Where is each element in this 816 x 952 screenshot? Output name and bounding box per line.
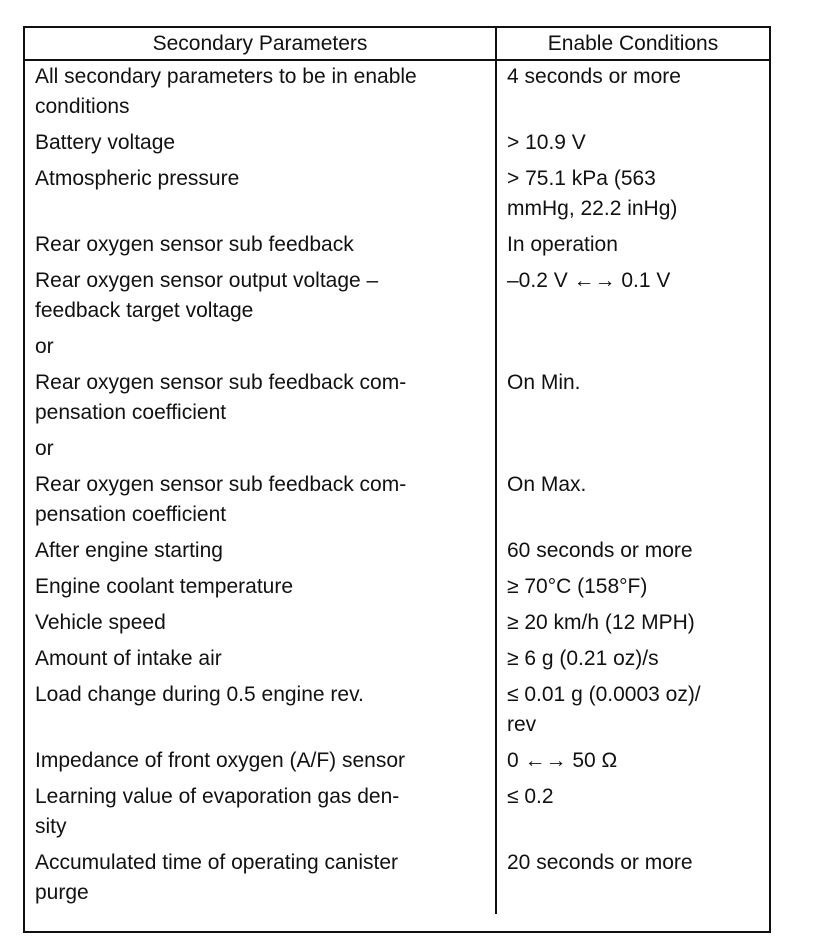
- condition-cell: ≤ 0.01 g (0.0003 oz)/ rev: [507, 683, 701, 736]
- param-cell: Rear oxygen sensor sub feedback com- pensation coefficient: [25, 470, 496, 536]
- header-secondary-parameters: Secondary Parameters: [25, 28, 496, 60]
- param-cell: Accumulated time of operating canister purge: [25, 848, 496, 914]
- header-enable-conditions: Enable Conditions: [496, 28, 769, 60]
- table-row: [25, 470, 769, 536]
- enable-conditions-table: [25, 28, 769, 914]
- table-row: [25, 434, 769, 470]
- table-row: [25, 848, 769, 914]
- table-row: [25, 644, 769, 680]
- condition-cell: On Min.: [507, 371, 581, 394]
- param-cell: Vehicle speed: [25, 608, 496, 644]
- condition-cell: ≥ 20 km/h (12 MPH): [507, 611, 695, 634]
- condition-cell: [496, 332, 769, 368]
- condition-cell: > 75.1 kPa (563 mmHg, 22.2 inHg): [507, 167, 678, 220]
- condition-cell: > 10.9 V: [507, 131, 586, 154]
- param-cell: Amount of intake air: [25, 644, 496, 680]
- table-row: [25, 746, 769, 782]
- condition-cell: 0 ←→ 50 Ω: [507, 749, 618, 772]
- param-cell: Rear oxygen sensor sub feedback: [25, 230, 496, 266]
- enable-conditions-table-frame: [23, 26, 771, 933]
- table-row: [25, 572, 769, 608]
- table-header-row: [25, 28, 769, 60]
- condition-cell: [496, 434, 769, 470]
- param-cell: Engine coolant temperature: [25, 572, 496, 608]
- table-row: [25, 782, 769, 848]
- table-row: [25, 368, 769, 434]
- param-cell: After engine starting: [25, 536, 496, 572]
- condition-cell: ≥ 70°C (158°F): [507, 575, 648, 598]
- table-row: [25, 164, 769, 230]
- param-cell: or: [25, 434, 496, 470]
- param-cell: Rear oxygen sensor output voltage – feedback target voltage: [25, 266, 496, 332]
- condition-cell: 60 seconds or more: [507, 539, 693, 562]
- condition-cell: On Max.: [507, 473, 587, 496]
- condition-cell: In operation: [507, 233, 618, 256]
- param-cell: All secondary parameters to be in enable conditions: [25, 60, 496, 128]
- param-cell: Load change during 0.5 engine rev.: [25, 680, 496, 746]
- param-cell: Rear oxygen sensor sub feedback com- pensation coefficient: [25, 368, 496, 434]
- condition-cell: 4 seconds or more: [507, 65, 681, 88]
- table-row: [25, 266, 769, 332]
- condition-cell: ≥ 6 g (0.21 oz)/s: [507, 647, 659, 670]
- table-row: [25, 332, 769, 368]
- condition-cell: ≤ 0.2: [507, 785, 554, 808]
- condition-cell: –0.2 V ←→ 0.1 V: [507, 269, 671, 292]
- param-cell: Atmospheric pressure: [25, 164, 496, 230]
- table-body: [25, 60, 769, 914]
- param-cell: or: [25, 332, 496, 368]
- param-cell: Learning value of evaporation gas den- sity: [25, 782, 496, 848]
- table-row: [25, 60, 769, 128]
- table-row: [25, 680, 769, 746]
- table-row: [25, 536, 769, 572]
- table-row: [25, 128, 769, 164]
- table-row: [25, 608, 769, 644]
- param-cell: Impedance of front oxygen (A/F) sensor: [25, 746, 496, 782]
- condition-cell: 20 seconds or more: [507, 851, 693, 874]
- param-cell: Battery voltage: [25, 128, 496, 164]
- table-row: [25, 230, 769, 266]
